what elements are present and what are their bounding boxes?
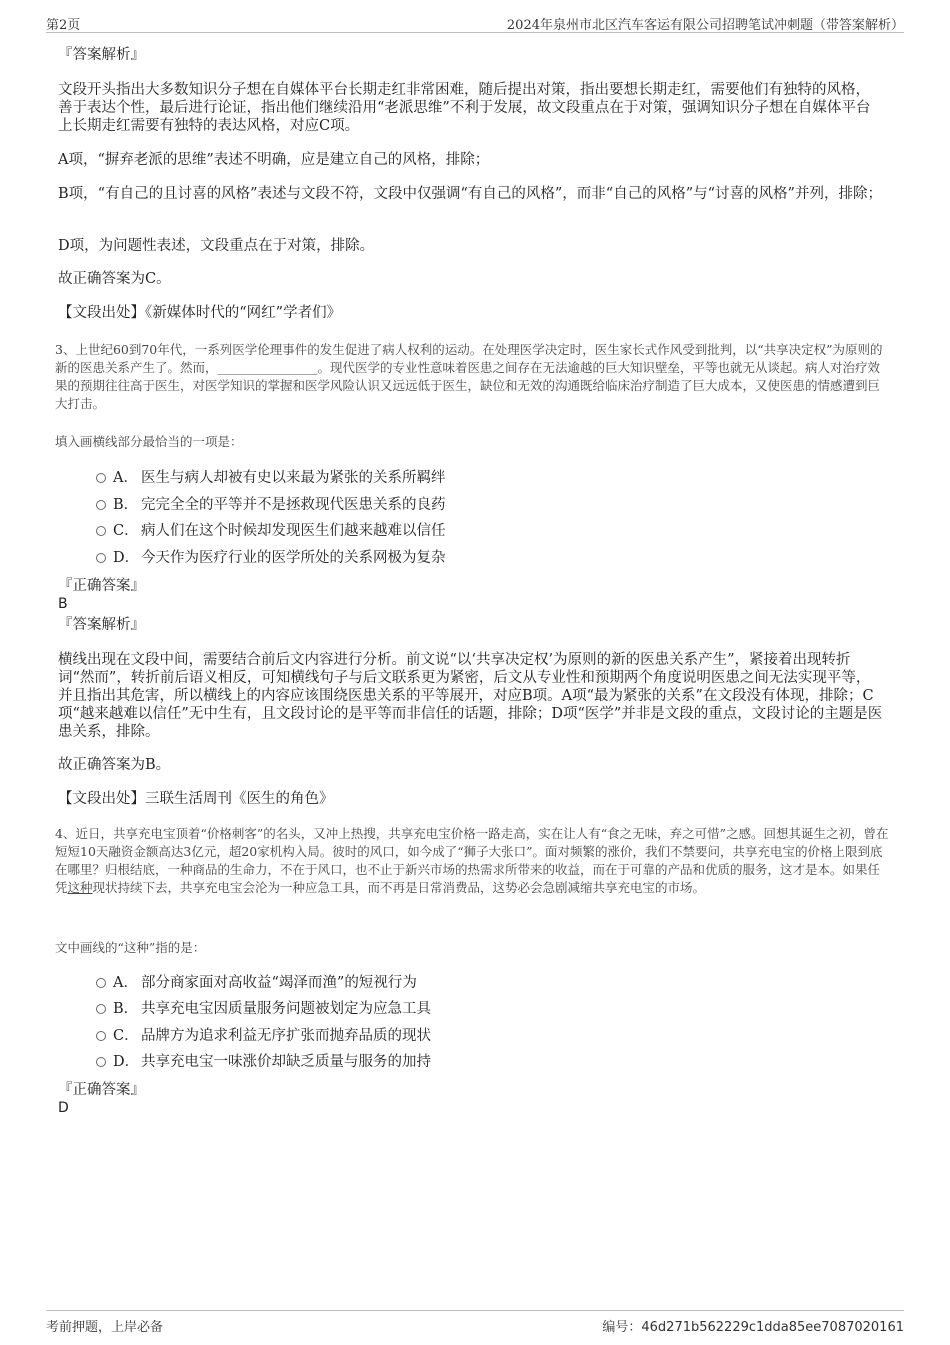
q2-analysis-label: 『答案解析』 (58, 47, 145, 63)
q4-stem: 4、近日，共享充电宝顶着“价格刺客”的名头，又冲上热搜，共享充电宝价格一路走高，实在让人有“食之无味，弃之可惜”之感。回想其诞生之初，曾在短短10天融资金额高达3亿元，超20家机构入局。彼时的风口，如今成了“狮子大张口”。面对频繁的涨价，我们不禁要问，共享充电宝的价格上限到底在哪里？归根结底，一种商品的生命力，不在于风口，也不止于新兴市场的热需求所带来的收益，而在于可靠的产品和优质的服务，这才是本。如果任凭这种现状持续下去，共享充电宝会沦为一种应急工具，而不再是日常消费品，这势必会急剧减缩共享充电宝的市场。 (55, 826, 889, 895)
radio-icon[interactable] (96, 553, 106, 563)
q3-option-b[interactable]: B． 完完全全的平等并不是拯救现代医患关系的良药 (96, 496, 446, 514)
radio-icon[interactable] (96, 1031, 106, 1041)
underlined-phrase: 这种 (67, 880, 93, 895)
q2-conclusion: 故正确答案为C。 (58, 271, 171, 287)
q4-option-a[interactable]: A． 部分商家面对高收益“竭泽而渔”的短视行为 (96, 974, 417, 992)
q3-option-a[interactable]: A． 医生与病人却被有史以来最为紧张的关系所羁绊 (96, 469, 446, 487)
page-header (46, 12, 904, 33)
q3-correct-label: 『正确答案』 (58, 578, 145, 594)
document-title: 2024年泉州市北区汽车客运有限公司招聘笔试冲刺题（带答案解析） (506, 18, 904, 33)
q2-option-b-analysis: B项，“有自己的且讨喜的风格”表述与文段不符，文段中仅强调“有自己的风格”，而非“自己的风格”与“讨喜的风格”并列，排除； (58, 186, 882, 202)
q4-option-c[interactable]: C． 品牌方为追求利益无序扩张而抛弃品质的现状 (96, 1027, 431, 1045)
q3-option-c[interactable]: C． 病人们在这个时候却发现医生们越来越难以信任 (96, 522, 446, 540)
q3-analysis-text: 横线出现在文段中间，需要结合前后文内容进行分析。前文说“以‘共享决定权’为原则的新的医患关系产生”，紧接着出现转折词“然而”，转折前后语义相反，可知横线句子与后文联系更为紧密，后文从专业性和预期两个角度说明医患之间无法实现平等，并且指出其危害，所以横线上的内容应该围绕医患关系的平等展开，对应B项。A项“最为紧张的关系”在文段没有体现，排除；C项“越来越难以信任”无中生有，且文段讨论的是平等而非信任的话题，排除；D项“医学”并非是文段的重点，文段讨论的主题是医患关系，排除。 (58, 652, 883, 740)
q3-stem: 3、上世纪60到70年代，一系列医学伦理事件的发生促进了病人权利的运动。在处理医学决定时，医生家长式作风受到批判，以“共享决定权”为原则的新的医患关系产生了。然而，________________。现代医学的专业性意味着医患之间存在无法逾越的巨大知识壁垒，平等也就无从谈起。病人对治疗效果的预期往往高于医生，对医学知识的掌握和医学风险认识又远远低于医生，缺位和无效的沟通既给临床治疗制造了巨大成本，又使医患的情感遭到巨大打击。 (55, 342, 883, 411)
q3-option-d[interactable]: D． 今天作为医疗行业的医学所处的关系网极为复杂 (96, 549, 446, 567)
footer-slogan: 考前押题，上岸必备 (46, 1320, 164, 1335)
radio-icon[interactable] (96, 473, 106, 483)
q4-correct-answer: D (58, 1100, 69, 1116)
radio-icon[interactable] (96, 1004, 106, 1014)
q4-option-d[interactable]: D． 共享充电宝一味涨价却缺乏质量与服务的加持 (96, 1053, 431, 1071)
radio-icon[interactable] (96, 1057, 106, 1067)
document-code: 编号：46d271b562229c1dda85ee7087020161 (602, 1320, 904, 1335)
q4-option-b[interactable]: B． 共享充电宝因质量服务问题被划定为应急工具 (96, 1000, 431, 1018)
q4-correct-label: 『正确答案』 (58, 1082, 145, 1098)
q2-option-d-analysis: D项，为问题性表述，文段重点在于对策，排除。 (58, 238, 375, 254)
radio-icon[interactable] (96, 526, 106, 536)
q3-question: 填入画横线部分最恰当的一项是： (55, 434, 243, 449)
radio-icon[interactable] (96, 500, 106, 510)
radio-icon[interactable] (96, 978, 106, 988)
q2-option-a-analysis: A项，“摒弃老派的思维”表述不明确，应是建立自己的风格，排除； (58, 152, 490, 168)
q3-analysis-label: 『答案解析』 (58, 617, 145, 633)
q3-correct-answer: B (58, 596, 68, 612)
q2-source: 【文段出处】《新媒体时代的“网红”学者们》 (58, 305, 342, 321)
q3-source: 【文段出处】三联生活周刊《医生的角色》 (58, 791, 334, 807)
page-number: 第2页 (46, 18, 81, 33)
q3-conclusion: 故正确答案为B。 (58, 757, 171, 773)
q2-analysis-text: 文段开头指出大多数知识分子想在自媒体平台长期走红非常困难，随后提出对策，指出要想长期走红，需要他们有独特的风格，善于表达个性，最后进行论证，指出他们继续沿用“老派思维”不利于发展，故文段重点在于对策，强调知识分子想在自媒体平台上长期走红需要有独特的表达风格，对应C项。 (58, 82, 871, 134)
q4-question: 文中画线的“这种”指的是： (55, 940, 206, 955)
page-footer (46, 1310, 904, 1337)
